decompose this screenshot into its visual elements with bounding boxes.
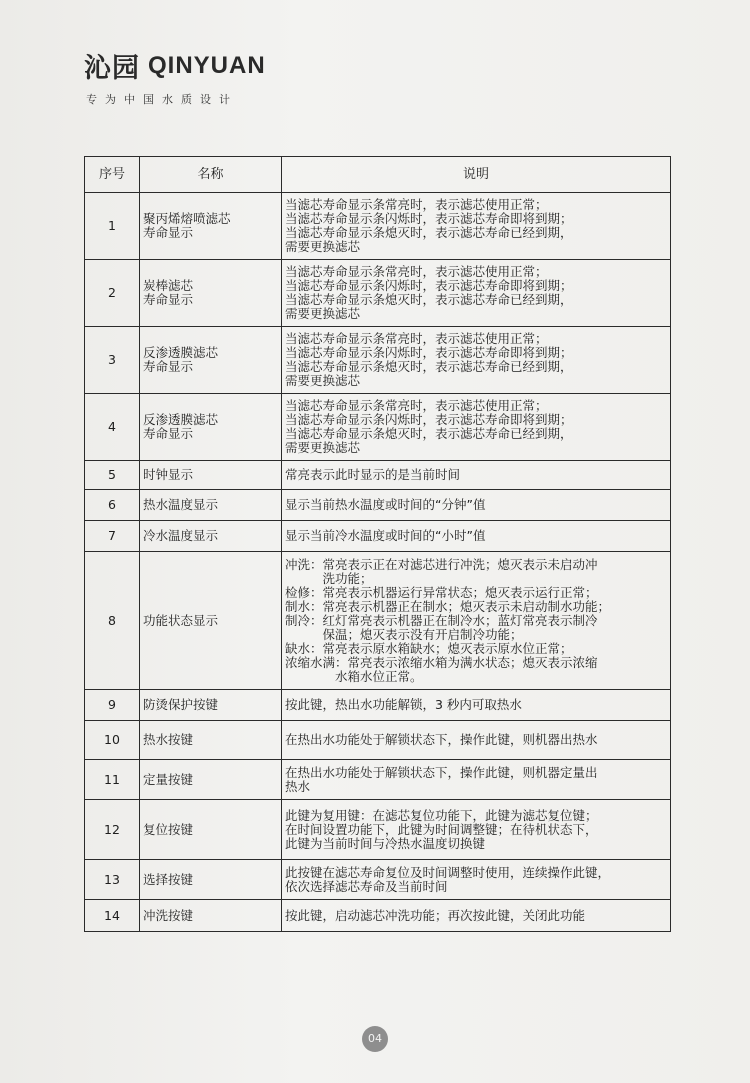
row-description: 常亮表示此时显示的是当前时间 <box>282 461 671 490</box>
table-row <box>85 521 671 552</box>
row-description: 当滤芯寿命显示条常亮时，表示滤芯使用正常； 当滤芯寿命显示条闪烁时，表示滤芯寿命即将到期； 当滤芯寿命显示条熄灭时，表示滤芯寿命已经到期， 需要更换滤芯 <box>282 327 671 394</box>
row-name: 功能状态显示 <box>140 552 282 690</box>
header-number: 序号 <box>85 157 140 193</box>
row-description: 在热出水功能处于解锁状态下，操作此键，则机器出热水 <box>282 721 671 760</box>
row-name: 定量按键 <box>140 760 282 800</box>
table-row <box>85 327 671 394</box>
logo-chinese: 沁园 <box>84 53 140 84</box>
table-row <box>85 461 671 490</box>
row-name: 热水按键 <box>140 721 282 760</box>
row-number: 10 <box>85 721 140 760</box>
table-row <box>85 760 671 800</box>
table-row <box>85 260 671 327</box>
row-number: 4 <box>85 394 140 461</box>
row-name: 防烫保护按键 <box>140 690 282 721</box>
row-name: 选择按键 <box>140 860 282 900</box>
row-number: 3 <box>85 327 140 394</box>
row-description: 按此键，热出水功能解锁，3 秒内可取热水 <box>282 690 671 721</box>
tagline: 专为中国水质设计 <box>86 93 238 106</box>
row-description: 冲洗：常亮表示正在对滤芯进行冲洗；熄灭表示未启动冲 洗功能； 检修：常亮表示机器运行异常状态；熄灭表示运行正常； 制水：常亮表示机器正在制水；熄灭表示未启动制水功能； 制冷：红灯常亮表示机器正在制冷水；蓝灯常亮表示制冷 保温；熄灭表示没有开启制冷功能； 缺水：常亮表示原水箱缺水；熄灭表示原水位正常； 浓缩水满：常亮表示浓缩水箱为满水状态；熄灭表示浓缩 水箱水位正常。 <box>282 552 671 690</box>
row-name: 冷水温度显示 <box>140 521 282 552</box>
function-table <box>84 156 671 932</box>
row-name: 冲洗按键 <box>140 900 282 932</box>
row-number: 2 <box>85 260 140 327</box>
header-description: 说明 <box>282 157 671 193</box>
table-row <box>85 721 671 760</box>
page-number: 04 <box>362 1026 388 1052</box>
row-number: 6 <box>85 490 140 521</box>
brand-logo <box>84 46 266 85</box>
row-description: 显示当前热水温度或时间的“分钟”值 <box>282 490 671 521</box>
table-row <box>85 552 671 690</box>
table-row <box>85 900 671 932</box>
row-description: 此键为复用键：在滤芯复位功能下，此键为滤芯复位键； 在时间设置功能下，此键为时间调整键；在待机状态下， 此键为当前时间与冷热水温度切换键 <box>282 800 671 860</box>
row-description: 此按键在滤芯寿命复位及时间调整时使用，连续操作此键， 依次选择滤芯寿命及当前时间 <box>282 860 671 900</box>
row-description: 当滤芯寿命显示条常亮时，表示滤芯使用正常； 当滤芯寿命显示条闪烁时，表示滤芯寿命即将到期； 当滤芯寿命显示条熄灭时，表示滤芯寿命已经到期， 需要更换滤芯 <box>282 394 671 461</box>
table-row <box>85 193 671 260</box>
row-name: 时钟显示 <box>140 461 282 490</box>
row-number: 8 <box>85 552 140 690</box>
row-number: 7 <box>85 521 140 552</box>
row-description: 显示当前冷水温度或时间的“小时”值 <box>282 521 671 552</box>
row-name: 聚丙烯熔喷滤芯 寿命显示 <box>140 193 282 260</box>
table-row <box>85 800 671 860</box>
table-row <box>85 860 671 900</box>
table-row <box>85 394 671 461</box>
row-number: 11 <box>85 760 140 800</box>
row-description: 当滤芯寿命显示条常亮时，表示滤芯使用正常； 当滤芯寿命显示条闪烁时，表示滤芯寿命即将到期； 当滤芯寿命显示条熄灭时，表示滤芯寿命已经到期， 需要更换滤芯 <box>282 193 671 260</box>
row-number: 1 <box>85 193 140 260</box>
header-name: 名称 <box>140 157 282 193</box>
row-number: 5 <box>85 461 140 490</box>
row-name: 热水温度显示 <box>140 490 282 521</box>
row-number: 14 <box>85 900 140 932</box>
row-number: 9 <box>85 690 140 721</box>
row-name: 炭棒滤芯 寿命显示 <box>140 260 282 327</box>
table-header-row <box>85 157 671 193</box>
logo-english: QINYUAN <box>148 51 266 79</box>
row-description: 在热出水功能处于解锁状态下，操作此键，则机器定量出 热水 <box>282 760 671 800</box>
row-number: 13 <box>85 860 140 900</box>
row-name: 复位按键 <box>140 800 282 860</box>
row-description: 按此键，启动滤芯冲洗功能；再次按此键，关闭此功能 <box>282 900 671 932</box>
row-description: 当滤芯寿命显示条常亮时，表示滤芯使用正常； 当滤芯寿命显示条闪烁时，表示滤芯寿命即将到期； 当滤芯寿命显示条熄灭时，表示滤芯寿命已经到期， 需要更换滤芯 <box>282 260 671 327</box>
row-name: 反渗透膜滤芯 寿命显示 <box>140 394 282 461</box>
table-row <box>85 490 671 521</box>
row-name: 反渗透膜滤芯 寿命显示 <box>140 327 282 394</box>
row-number: 12 <box>85 800 140 860</box>
table-row <box>85 690 671 721</box>
